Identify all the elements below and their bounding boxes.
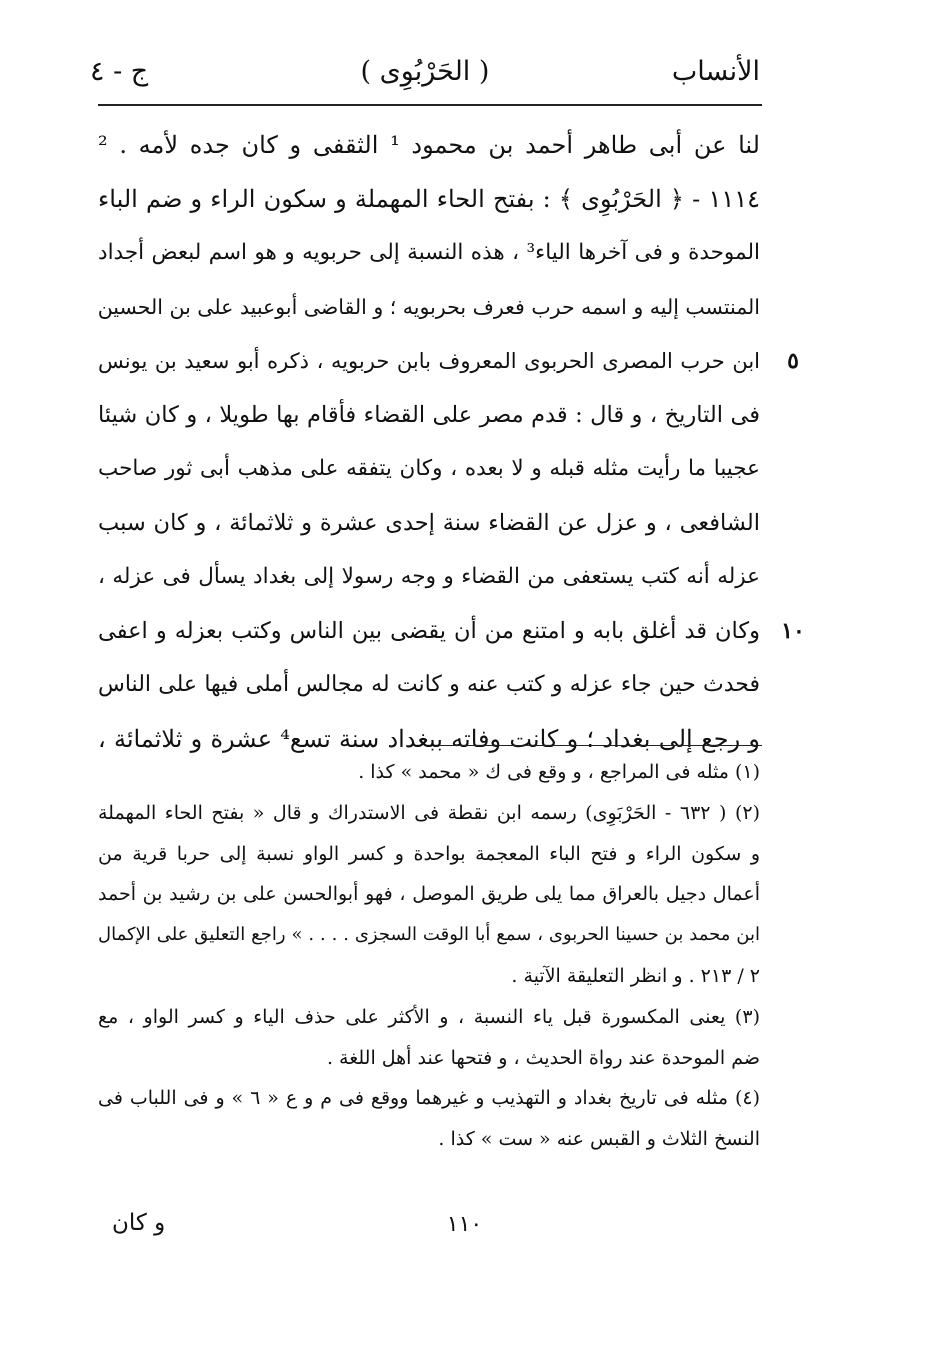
page-number: ١١٠: [446, 1212, 483, 1237]
footnote-line: ابن محمد بن حسينا الحربوى ، سمع أبا الوقت السجزى . . . . » راجع التعليق على الإكمال: [98, 924, 760, 946]
text-line: عزله أنه كتب يستعفى من القضاء و وجه رسولا إلى بغداد يسأل فى عزله ،: [98, 564, 760, 589]
footnote-line: (٣) يعنى المكسورة قبل ياء النسبة ، و الأكثر على حذف الياء و كسر الواو ، مع: [98, 1005, 760, 1028]
header-rule: [98, 104, 762, 106]
text-line: عجيبا ما رأيت مثله قبله و لا بعده ، وكان يتفقه على مذهب أبى ثور صاحب: [98, 456, 760, 481]
book-title: الأنساب: [671, 56, 760, 87]
footnote-line: (٢) ( ٦٣٢ - الحَرْبَوِى) رسمه ابن نقطة فى الاستدراك و قال « بفتح الحاء المهملة: [98, 801, 760, 824]
text-line: المنتسب إليه و اسمه حرب فعرف بحربويه ؛ و القاضى أبوعبيد على بن الحسين: [97, 295, 760, 319]
footnote-line: أعمال دجيل بالعراق مما يلى طريق الموصل ، فهو أبوالحسن على بن رشيد بن أحمد: [98, 883, 760, 906]
line-number-10: ١٠: [781, 618, 805, 644]
footnote-line: (٤) مثله فى تاريخ بغداد و التهذيب و غيرهما ووقع فى م و ع « ٦ » و فى اللباب فى: [98, 1087, 760, 1110]
text-line: فى التاريخ ، و قال : قدم مصر على القضاء فأقام بها طويلا ، و كان شيئا: [98, 402, 760, 428]
text-line: فحدث حين جاء عزله و كتب عنه و كانت له مجالس أملى فيها على الناس: [98, 672, 760, 697]
text-line: وكان قد أغلق بابه و امتنع من أن يقضى بين الناس وكتب بعزله و اعفى: [98, 618, 760, 644]
line-number-5: ٥: [787, 348, 799, 374]
volume-label: ج - ٤: [90, 56, 149, 87]
text-line: الموحدة و فى آخرها الياء³ ، هذه النسبة إلى حربويه و هو اسم لبعض أجداد: [98, 240, 760, 265]
footnote-line: و سكون الراء و فتح الباء المعجمة بواحدة و كسر الواو نسبة إلى حربا قرية من: [98, 842, 760, 865]
main-text: [98, 118, 760, 766]
footnote-line: النسخ الثلاث و القبس عنه « ست » كذا .: [438, 1128, 760, 1151]
catchword: و كان: [112, 1210, 166, 1236]
footnote-rule: [440, 745, 762, 746]
text-line: ابن حرب المصرى الحربوى المعروف بابن حربويه ، ذكره أبو سعيد بن يونس: [98, 349, 760, 373]
footnote-line: ٢ / ٢١٣ . و انظر التعليقة الآتية .: [511, 964, 760, 987]
footnote-line: ضم الموحدة عند رواة الحديث ، و فتحها عند أهل اللغة .: [326, 1046, 760, 1069]
text-line: لنا عن أبى طاهر أحمد بن محمود ¹ الثقفى و كان جده لأمه . ²: [98, 131, 760, 159]
footnote-line: (١) مثله فى المراجع ، و وقع فى ك « محمد » كذا .: [358, 761, 760, 783]
footnotes: [98, 752, 760, 1160]
running-header: [90, 52, 760, 102]
entry-heading: ( الحَرْبُوِى ): [360, 56, 490, 87]
text-line: الشافعى ، و عزل عن القضاء سنة إحدى عشرة و ثلاثمائة ، و كان سبب: [98, 510, 760, 536]
text-line: ١١١٤ - ﴿ الحَرْبُوِى ﴾ : بفتح الحاء المهملة و سكون الراء و ضم الباء: [98, 185, 760, 213]
text-line: و رجع إلى بغداد ؛ و كانت وفاته ببغداد سنة تسع⁴ عشرة و ثلاثمائة ،: [98, 725, 761, 753]
